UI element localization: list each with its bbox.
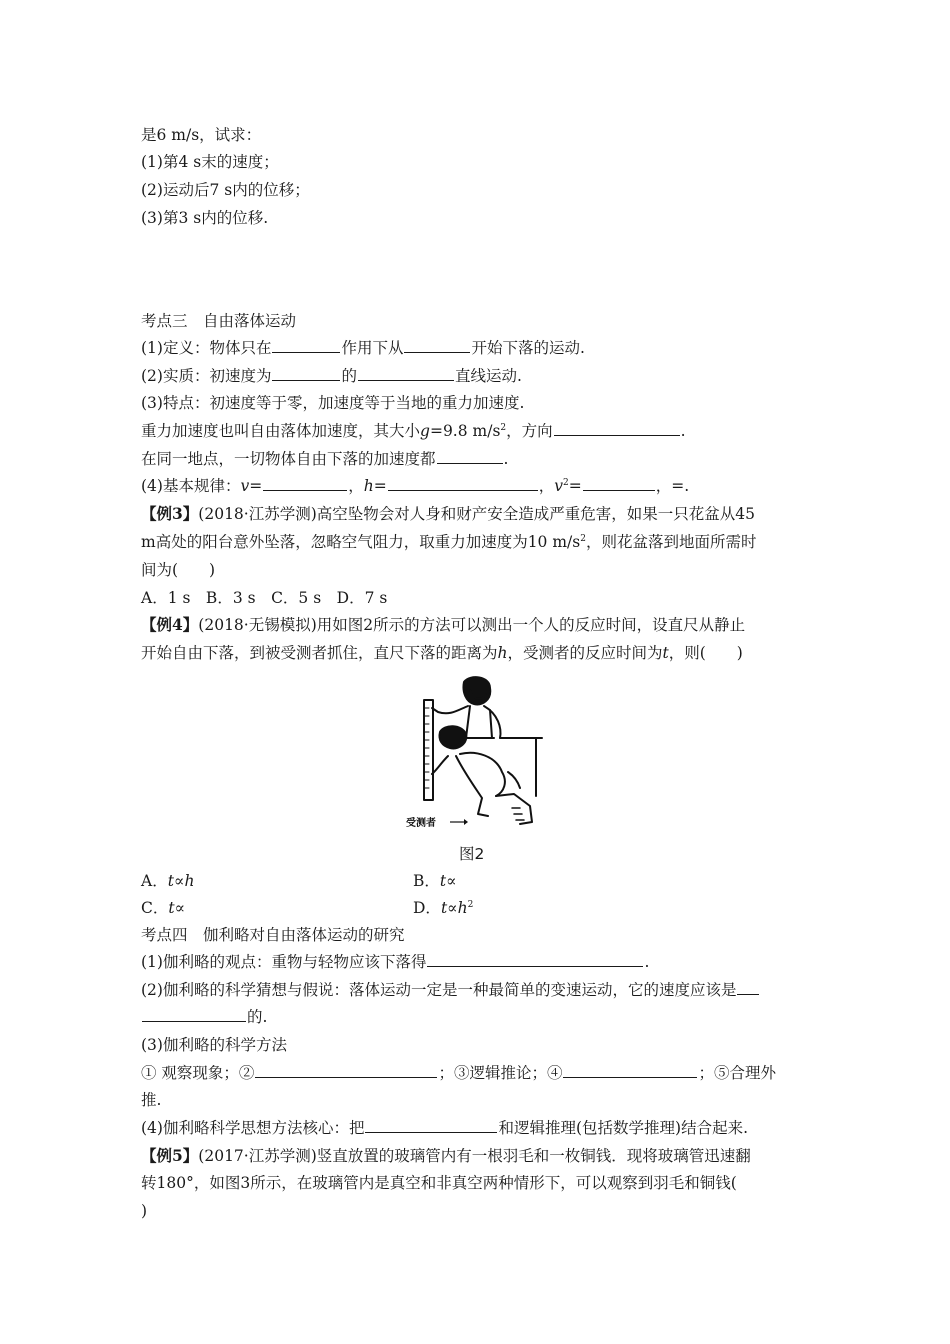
ex4-line-2: 开始自由下落，到被受测者抓住，直尺下落的距离为h，受测者的反应时间为t，则( ) xyxy=(141,644,743,662)
blank-field[interactable] xyxy=(427,952,643,967)
intro-line-2: (1)第4 s末的速度； xyxy=(141,153,279,171)
kp4-core: (4)伽利略科学思想方法核心：把 和逻辑推理(包括数学推理)结合起来. xyxy=(141,1119,748,1137)
ex3-line-1: 【例3】(2018·江苏学测)高空坠物会对人身和财产安全造成严重危害，如果一只花盆从45 xyxy=(141,504,755,523)
ex4-option-d[interactable]: D．$t\propto h^2$ xyxy=(413,899,474,917)
kp4-steps: ① 观察现象；② ；③逻辑推论；④ ；⑤合理外 xyxy=(141,1064,776,1082)
blank-field[interactable] xyxy=(263,476,347,491)
kp3-heading: 考点三 自由落体运动 xyxy=(141,312,297,330)
blank-field[interactable] xyxy=(142,1007,246,1022)
ex4-option-b[interactable]: B．t∝ xyxy=(413,872,457,890)
intro-line-4: (3)第3 s内的位移. xyxy=(141,209,269,227)
blank-field[interactable] xyxy=(272,366,340,381)
kp4-heading: 考点四 伽利略对自由落体运动的研究 xyxy=(141,926,405,944)
reaction-time-illustration xyxy=(404,676,544,832)
kp3-laws: (4)基本规律：v= ，h= ，$v^2=$ ，=. xyxy=(141,477,690,495)
kp4-hypothesis-1: (2)伽利略的科学猜想与假说：落体运动一定是一种最简单的变速运动，它的速度应该是 xyxy=(141,980,760,1000)
blank-field[interactable] xyxy=(358,366,454,381)
blank-field[interactable] xyxy=(404,338,470,353)
kp3-feature: (3)特点：初速度等于零，加速度等于当地的重力加速度. xyxy=(141,394,525,412)
blank-field[interactable] xyxy=(583,476,655,491)
intro-line-3: (2)运动后7 s内的位移； xyxy=(141,181,310,199)
kp3-definition: (1)定义：物体只在 作用下从 开始下落的运动. xyxy=(141,339,585,357)
ex5-line-1: 【例5】(2017·江苏学测)竖直放置的玻璃管内有一根羽毛和一枚铜钱．现将玻璃管迅速翻 xyxy=(141,1146,751,1165)
ex3-line-2: m高处的阳台意外坠落，忽略空气阻力，取重力加速度为10 $m/s^2$，则花盆落到地面所需时 xyxy=(141,533,757,551)
blank-field[interactable] xyxy=(388,476,538,491)
figure-caption: 图2 xyxy=(459,845,485,863)
blank-field[interactable] xyxy=(255,1063,437,1078)
blank-field[interactable] xyxy=(272,338,340,353)
kp3-gravity: 重力加速度也叫自由落体加速度，其大小g=9.8 $m/s^2$，方向 . xyxy=(141,422,686,440)
blank-field[interactable] xyxy=(365,1118,497,1133)
reaction-time-figure xyxy=(404,676,544,832)
blank-field[interactable] xyxy=(554,421,680,436)
blank-field[interactable] xyxy=(563,1063,697,1078)
figure-label: 受测者 xyxy=(406,818,436,829)
kp3-essence: (2)实质：初速度为 的 直线运动. xyxy=(141,367,522,385)
kp4-view: (1)伽利略的观点：重物与轻物应该下落得 . xyxy=(141,953,650,971)
ex5-line-3: ) xyxy=(141,1202,148,1220)
ex4-option-c[interactable]: C．t∝ xyxy=(141,899,186,917)
kp3-same-place: 在同一地点，一切物体自由下落的加速度都 . xyxy=(141,450,509,468)
ex3-line-3: 间为( ) xyxy=(141,561,216,579)
blank-field[interactable] xyxy=(437,449,503,464)
ex3-options: A．1 s B．3 s C．5 s D．7 s xyxy=(141,589,388,607)
ex4-line-1: 【例4】(2018·无锡模拟)用如图2所示的方法可以测出一个人的反应时间，设直尺从静止 xyxy=(141,615,746,634)
ex4-option-a[interactable]: A．t∝h xyxy=(141,872,195,890)
ex5-line-2: 转180°，如图3所示，在玻璃管内是真空和非真空两种情形下，可以观察到羽毛和铜钱( xyxy=(141,1174,737,1192)
blank-field[interactable] xyxy=(737,980,759,995)
kp4-hypothesis-2: 的. xyxy=(141,1007,267,1027)
kp4-method: (3)伽利略的科学方法 xyxy=(141,1036,287,1054)
kp4-steps-cont: 推. xyxy=(141,1091,162,1109)
intro-line-1: 是6 m/s，试求： xyxy=(141,126,262,144)
